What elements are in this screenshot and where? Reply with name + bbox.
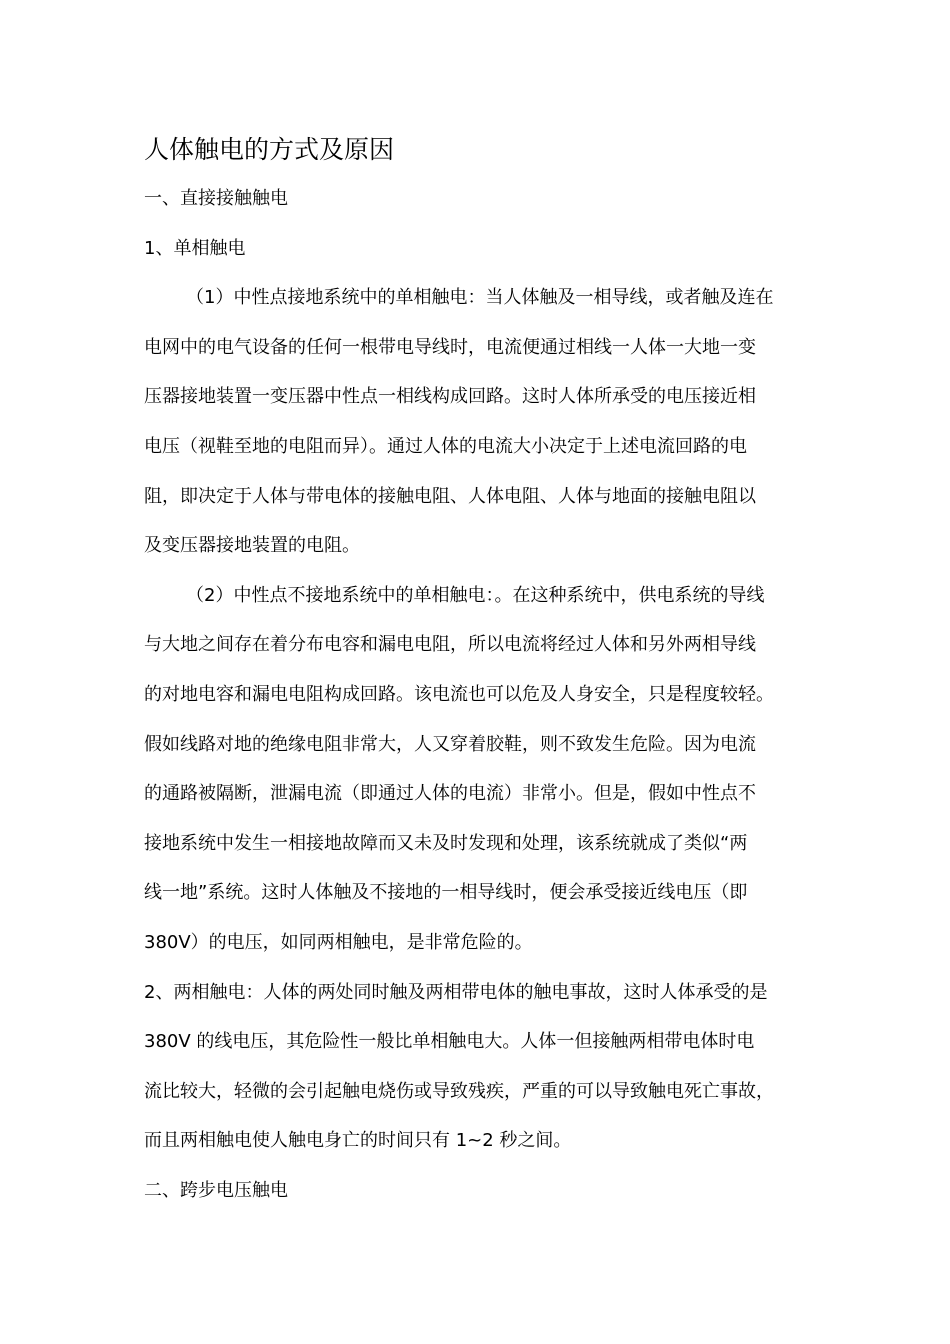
document-body: [144, 128, 808, 1215]
paragraph-line: 而且两相触电使人触电身亡的时间只有 1~2 秒之间。: [144, 1130, 572, 1152]
subsection-heading-single-phase: 1、单相触电: [144, 237, 246, 259]
paragraph-line: （1）中性点接地系统中的单相触电：当人体触及一相导线，或者触及连在: [186, 287, 774, 309]
section-heading-direct-contact: 一、直接接触触电: [144, 188, 288, 209]
paragraph-line: 电压（视鞋至地的电阻而异）。通过人体的电流大小决定于上述电流回路的电: [144, 435, 747, 457]
paragraph-line: 接地系统中发生一相接地故障而又未及时发现和处理，该系统就成了类似“两: [144, 832, 748, 854]
paragraph-line: 及变压器接地装置的电阻。: [144, 535, 360, 557]
paragraph-line: 假如线路对地的绝缘电阻非常大，人又穿着胶鞋，则不致发生危险。因为电流: [144, 733, 756, 755]
paragraph-line: 与大地之间存在着分布电容和漏电电阻，所以电流将经过人体和另外两相导线: [144, 634, 756, 656]
paragraph-line: 阻，即决定于人体与带电体的接触电阻、人体电阻、人体与地面的接触电阻以: [144, 485, 756, 507]
paragraph-line: （2）中性点不接地系统中的单相触电：。在这种系统中，供电系统的导线: [186, 584, 765, 606]
document-title: 人体触电的方式及原因: [144, 135, 395, 164]
section-heading-step-voltage: 二、跨步电压触电: [144, 1179, 288, 1201]
paragraph-line: 的通路被隔断，泄漏电流（即通过人体的电流）非常小。但是，假如中性点不: [144, 783, 756, 805]
paragraph-line: 380V）的电压，如同两相触电，是非常危险的。: [144, 931, 533, 953]
paragraph-line: 的对地电容和漏电电阻构成回路。该电流也可以危及人身安全，只是程度较轻。: [144, 683, 774, 705]
paragraph-line: 电网中的电气设备的任何一根带电导线时，电流便通过相线一人体一大地一变: [144, 336, 756, 358]
paragraph-line: 380V 的线电压，其危险性一般比单相触电大。人体一但接触两相带电体时电: [144, 1031, 755, 1053]
paragraph-line: 2、两相触电：人体的两处同时触及两相带电体的触电事故，这时人体承受的是: [144, 981, 768, 1003]
paragraph-line: 流比较大，轻微的会引起触电烧伤或导致残疾，严重的可以导致触电死亡事故，: [144, 1080, 774, 1102]
paragraph-line: 压器接地装置一变压器中性点一相线构成回路。这时人体所承受的电压接近相: [144, 386, 756, 408]
paragraph-line: 线一地”系统。这时人体触及不接地的一相导线时，便会承受接近线电压（即: [144, 882, 748, 904]
